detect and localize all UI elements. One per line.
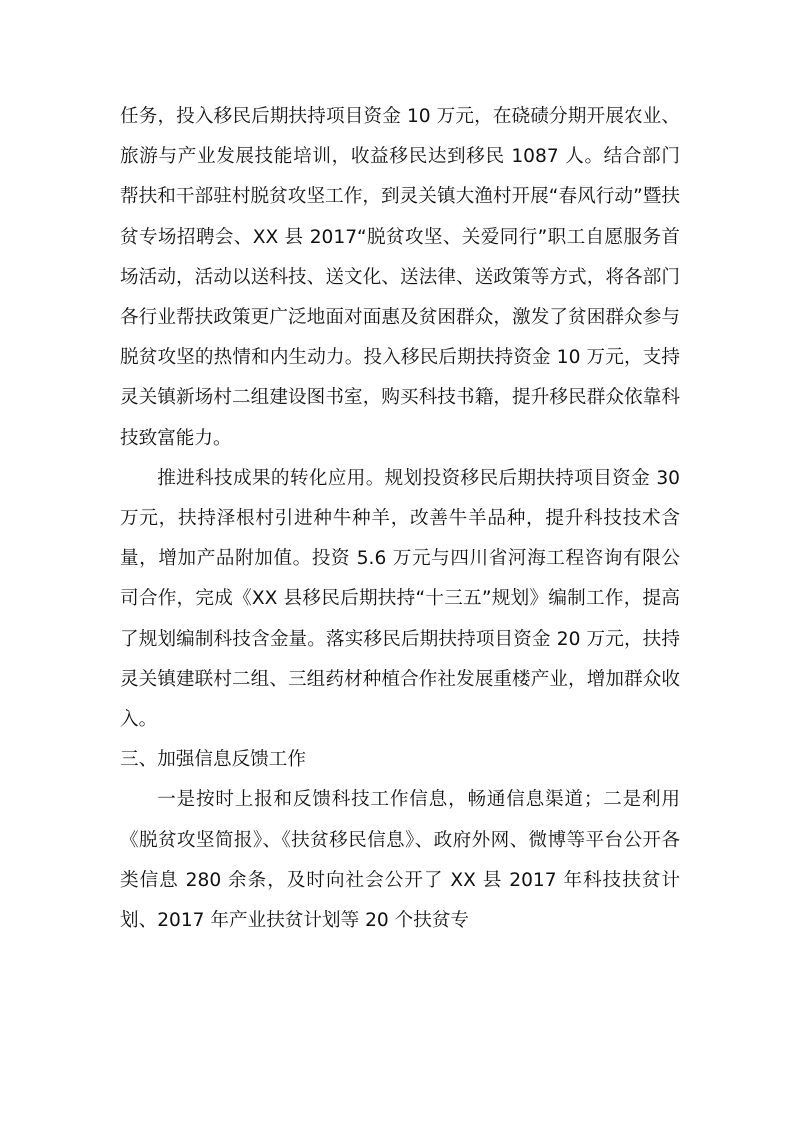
paragraph-continuation: 任务，投入移民后期扶持项目资金 10 万元，在硗碛分期开展农业、旅游与产业发展技能培训，收益移民达到移民 1087 人。结合部门帮扶和干部驻村脱贫攻坚工作，到灵关镇大渔村开展“春风行动”暨扶贫专场招聘会、XX 县 2017“脱贫攻坚、关爱同行”职工自愿服务首场活动，活动以送科技、送文化、送法律、送政策等方式，将各部门各行业帮扶政策更广泛地面对面惠及贫困群众，激发了贫困群众参与脱贫攻坚的热情和内生动力。投入移民后期扶持资金 10 万元，支持灵关镇新场村二组建设图书室，购买科技书籍，提升移民群众依靠科技致富能力。: [120, 106, 680, 449]
section-heading-info-feedback: 三、加强信息反馈工作: [120, 749, 306, 771]
document-body: [120, 97, 680, 941]
paragraph-info-feedback: 一是按时上报和反馈科技工作信息，畅通信息渠道；二是利用《脱贫攻坚简报》、《扶贫移民信息》、政府外网、微博等平台公开各类信息 280 余条，及时向社会公开了 XX 县 2017 年科技扶贫计划、2017 年产业扶贫计划等 20 个扶贫专: [120, 789, 680, 932]
paragraph-tech-transfer: 推进科技成果的转化应用。规划投资移民后期扶持项目资金 30 万元，扶持泽根村引进种牛种羊，改善牛羊品种，提升科技技术含量，增加产品附加值。投资 5.6 万元与四川省河海工程咨询有限公司合作，完成《XX 县移民后期扶持“十三五”规划》编制工作，提高了规划编制科技含金量。落实移民后期扶持项目资金 20 万元，扶持灵关镇建联村二组、三组药材种植合作社发展重楼产业，增加群众收入。: [120, 467, 680, 731]
